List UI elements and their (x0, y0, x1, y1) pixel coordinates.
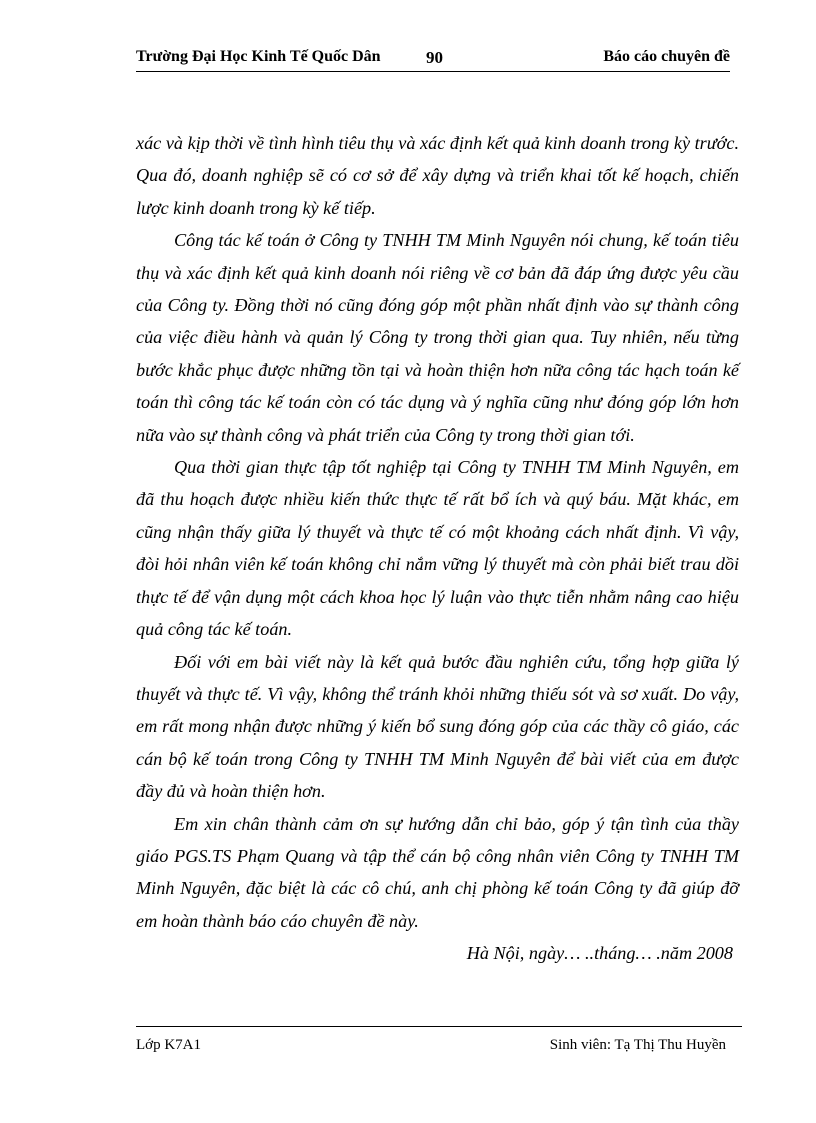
footer-divider (136, 1026, 742, 1027)
paragraph-thanks: Em xin chân thành cảm ơn sự hướng dẫn chỉ bảo, góp ý tận tình của thầy giáo PGS.TS Phạm Quang và tập thể cán bộ công nhân viên Công ty TNHH TM Minh Nguyên, đặc biệt là các cô chú, anh chị phòng kế toán Công ty đã giúp đỡ em hoàn thành báo cáo chuyên đề này. (136, 813, 739, 931)
paragraph-internship: Qua thời gian thực tập tốt nghiệp tại Công ty TNHH TM Minh Nguyên, em đã thu hoạch được nhiều kiến thức thực tế rất bổ ích và quý báu. Mặt khác, em cũng nhận thấy giữa lý thuyết và thực tế có một khoảng cách nhất định. Vì vậy, đòi hỏi nhân viên kế toán không chỉ nắm vững lý thuyết mà còn phải biết trau dồi thực tế để vận dụng một cách khoa học lý luận vào thực tiễn nhằm nâng cao hiệu quả công tác kế toán. (136, 457, 739, 640)
footer-student: Sinh viên: Tạ Thị Thu Huyền (549, 1037, 726, 1053)
header-divider (136, 71, 730, 72)
header-page-number: 90 (426, 48, 443, 67)
paragraph-feedback: Đối với em bài viết này là kết quả bước đầu nghiên cứu, tổng hợp giữa lý thuyết và thực tế. Vì vậy, không thể tránh khỏi những thiếu sót và sơ xuất. Do vậy, em rất mong nhận được những ý kiến bổ sung đóng góp của các thầy cô giáo, các cán bộ kế toán trong Công ty TNHH TM Minh Nguyên để bài viết của em được đầy đủ và hoàn thiện hơn. (136, 651, 739, 802)
footer-class: Lớp K7A1 (136, 1037, 202, 1053)
paragraph-continuation: xác và kịp thời về tình hình tiêu thụ và xác định kết quả kinh doanh trong kỳ trước. Qua đó, doanh nghiệp sẽ có cơ sở để xây dựng và triển khai tốt kế hoạch, chiến lược kinh doanh trong kỳ kế tiếp. (136, 133, 739, 218)
paragraph-accounting-work: Công tác kế toán ở Công ty TNHH TM Minh Nguyên nói chung, kế toán tiêu thụ và xác định kết quả kinh doanh nói riêng về cơ bản đã đáp ứng được yêu cầu của Công ty. Đồng thời nó cũng đóng góp một phần nhất định vào sự thành công của việc điều hành và quản lý Công ty trong thời gian qua. Tuy nhiên, nếu từng bước khắc phục được những tồn tại và hoàn thiện hơn nữa công tác hạch toán kế toán thì công tác kế toán còn có tác dụng và ý nghĩa cũng như đóng góp lớn hơn nữa vào sự thành công và phát triển của Công ty trong thời gian tới. (136, 230, 739, 445)
place-date-line: Hà Nội, ngày… ..tháng… .năm 2008 (466, 943, 733, 964)
page-footer (136, 1037, 726, 1059)
page-header (136, 48, 730, 70)
header-report-title: Báo cáo chuyên đề (603, 48, 730, 65)
header-school-name: Trường Đại Học Kinh Tế Quốc Dân (136, 48, 381, 65)
body-text (136, 127, 739, 970)
